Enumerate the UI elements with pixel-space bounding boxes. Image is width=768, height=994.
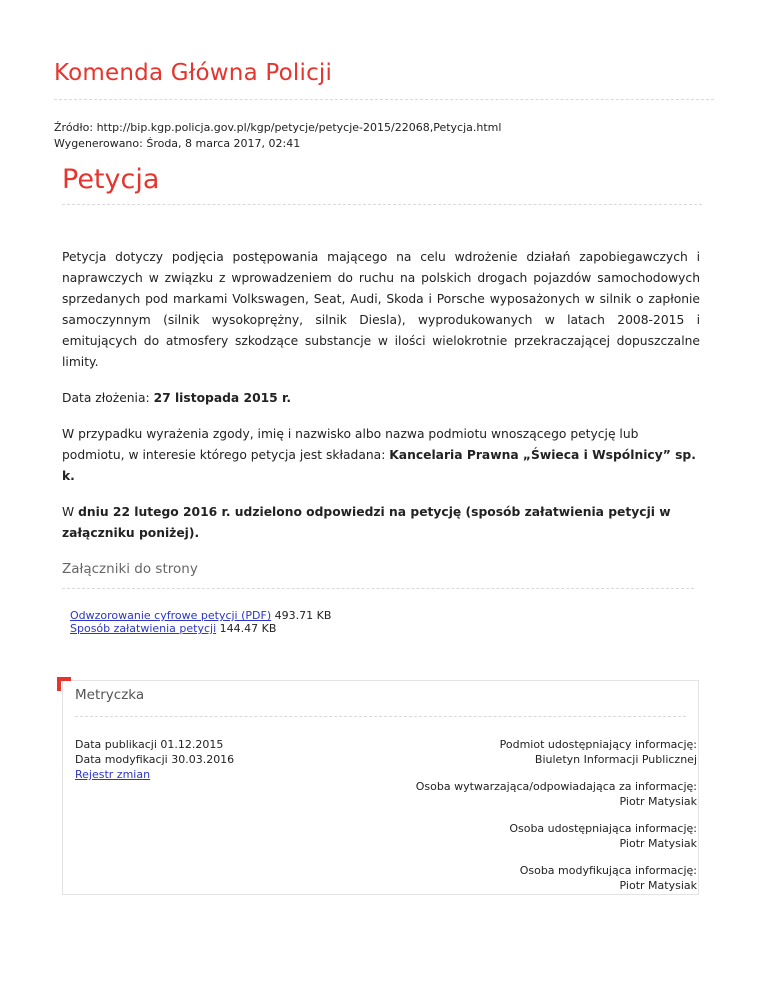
submission-date-label: Data złożenia: (62, 391, 154, 405)
attachment-item (70, 622, 331, 635)
divider (75, 716, 686, 717)
meta-group (416, 737, 697, 767)
meta-value: Piotr Matysiak (619, 837, 697, 850)
metryczka-title: Metryczka (75, 687, 145, 703)
attachment-link-resolution[interactable]: Sposób załatwienia petycji (70, 622, 217, 635)
meta-value: Piotr Matysiak (619, 879, 697, 892)
divider (62, 588, 694, 589)
meta-value: Piotr Matysiak (619, 795, 697, 808)
generated-line: Wygenerowano: Środa, 8 marca 2017, 02:41 (54, 137, 301, 150)
attachments-list (70, 609, 331, 635)
meta-group (416, 821, 697, 851)
petitioner-label: W przypadku wyrażenia zgody, imię i nazwisko albo nazwa podmiotu wnoszącego petycję lub podmiotu, w interesie którego petycja jest składana: (62, 427, 639, 462)
metryczka-people (416, 737, 697, 905)
petitioner-info (62, 424, 700, 487)
meta-value: Biuletyn Informacji Publicznej (534, 753, 697, 766)
submission-date (62, 388, 700, 409)
meta-group (416, 863, 697, 893)
answer-info (62, 502, 700, 544)
changelog-link[interactable]: Rejestr zmian (75, 768, 151, 781)
meta-group (416, 779, 697, 809)
petitioner-name: Kancelaria Prawna „Świeca i Wspólnicy” sp. k. (62, 448, 696, 483)
meta-label: Podmiot udostępniający informację: (499, 738, 697, 751)
metryczka-dates (75, 737, 234, 782)
answer-text: dniu 22 lutego 2016 r. udzielono odpowiedzi na petycję (sposób załatwienia petycji w załączniku poniżej). (62, 505, 671, 540)
meta-label: Osoba udostępniająca informację: (509, 822, 697, 835)
attachment-size: 144.47 KB (216, 622, 277, 635)
corner-mark-icon (57, 677, 71, 691)
attachment-item (70, 609, 331, 622)
meta-label: Osoba wytwarzająca/odpowiadająca za informację: (415, 780, 697, 793)
attachments-heading: Załączniki do strony (62, 561, 198, 577)
page-title: Petycja (62, 164, 160, 195)
site-title: Komenda Główna Policji (54, 60, 333, 86)
source-line: Źródło: http://bip.kgp.policja.gov.pl/kgp/petycje/petycje-2015/22068,Petycja.html (54, 121, 502, 134)
modification-date: Data modyfikacji 30.03.2016 (75, 753, 235, 766)
attachment-size: 493.71 KB (271, 609, 332, 622)
divider (62, 204, 702, 205)
publication-date: Data publikacji 01.12.2015 (75, 738, 224, 751)
source-info (54, 120, 501, 152)
article-content (62, 247, 700, 559)
meta-label: Osoba modyfikująca informację: (519, 864, 697, 877)
submission-date-value: 27 listopada 2015 r. (153, 391, 292, 405)
petition-description: Petycja dotyczy podjęcia postępowania mającego na celu wdrożenie działań zapobiegawczych i naprawczych w związku z wprowadzeniem do ruchu na polskich drogach pojazdów samochodowych sprzedanych pod markami Volkswagen, Seat, Audi, Skoda i Porsche wyposażonych w silnik o zapłonie samoczynnym (silnik wysokoprężny, silnik Diesla), wyprodukowanych w latach 2008-2015 i emitujących do atmosfery szkodzące substancje w ilości wielokrotnie przekraczającej dopuszczalne limity. (62, 250, 700, 369)
divider (54, 99, 714, 100)
attachment-link-petition-pdf[interactable]: Odwzorowanie cyfrowe petycji (PDF) (70, 609, 272, 622)
answer-prefix: W (62, 505, 79, 519)
